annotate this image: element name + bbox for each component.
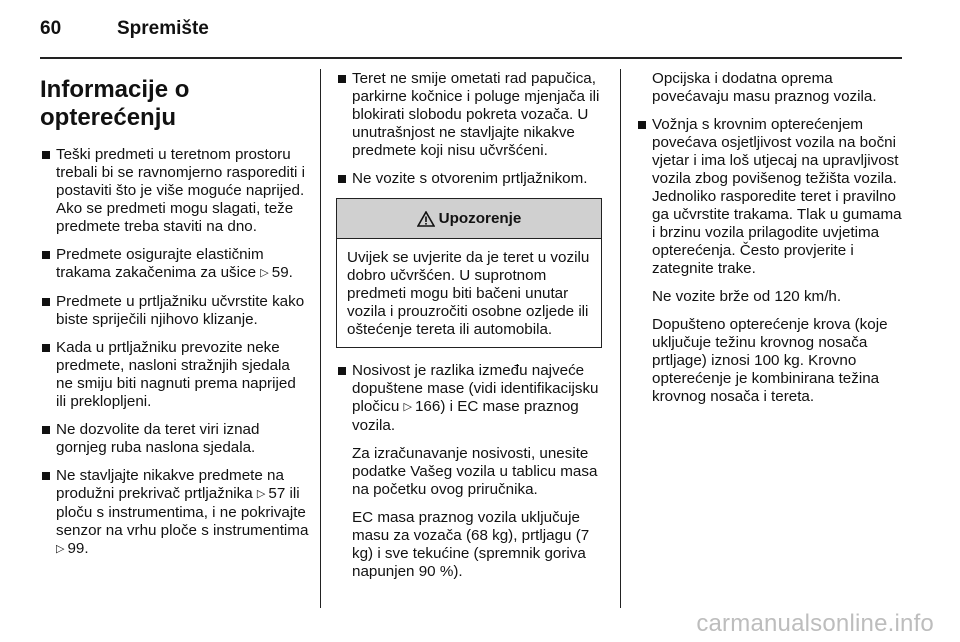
section-title: Informacije o opterećenju: [40, 76, 190, 131]
paragraph: Dopušteno opterećenje krova (koje uključuje težinu krovnog nosača prtljage) iznosi 100 kg. Krovno opterećenje je kombinirana težina krovnog nosača i tereta.: [652, 316, 888, 405]
page-number: 60: [40, 18, 62, 39]
page-reference[interactable]: 57: [268, 485, 286, 502]
page-reference-icon: ▷: [403, 401, 412, 413]
list-item: Predmete u prtljažniku učvrstite kako biste spriječili njihovo klizanje.: [40, 293, 310, 329]
paragraph: Opcijska i dodatna oprema povećavaju masu praznog vozila.: [652, 70, 877, 105]
list-item: Teret ne smije ometati rad papučica, parkirne kočnice i poluge mjenjača ili blokirati slobodu pokreta vozača. U unutrašnjost ne stavljajte nikakve predmete koji nisu učvršćeni.: [336, 70, 608, 160]
list-item: Teški predmeti u teretnom prostoru trebali bi se ravnomjerno rasporediti i postaviti što je više moguće naprijed. Ako se predmeti mogu slagati, teže predmete treba staviti na dno.: [40, 146, 310, 236]
header-rule: [40, 57, 902, 59]
list-item: Predmete osigurajte elastičnim trakama zakačenima za ušice ▷ 59.: [40, 246, 310, 283]
page-reference[interactable]: 59.: [271, 264, 293, 281]
page-reference-icon: ▷: [260, 267, 269, 279]
list-item: Ne vozite s otvorenim prtljažnikom.: [336, 170, 608, 188]
chapter-title: Spremište: [117, 18, 209, 39]
paragraph: Ne vozite brže od 120 km/h.: [652, 288, 842, 305]
column-3: [636, 70, 908, 416]
page-reference-icon: ▷: [56, 543, 65, 555]
column-divider-2: [620, 69, 621, 608]
warning-header: [337, 199, 601, 239]
list-item: Ne stavljajte nikakve predmete na produžni prekrivač prtljažnika ▷ 57 ili ploču s instrumentima, i ne pokrivajte senzor na vrhu ploče s instrumentima ▷ 99.: [40, 467, 310, 559]
page-reference-icon: ▷: [256, 488, 266, 500]
list-item: Kada u prtljažniku prevozite neke predmete, nasloni stražnjih sjedala ne smiju biti nagnuti prema naprijed ili preklopljeni.: [40, 339, 310, 411]
paragraph: Za izračunavanje nosivosti, unesite podatke Vašeg vozila u tablicu masa na početku ovog priručnika.: [352, 445, 598, 498]
warning-text: Uvijek se uvjerite da je teret u vozilu dobro učvršćen. U suprotnom predmeti mogu biti bačeni unutar vozila i prouzročiti osobne ozljede ili oštećenje tereta ili automobila.: [347, 249, 590, 338]
paragraph: EC masa praznog vozila uključuje masu za vozača (68 kg), prtljagu (7 kg) i sve tekućine (spremnik goriva napunjen 90 %).: [352, 509, 590, 580]
page-reference[interactable]: 166) i EC mase praznog vozila.: [352, 398, 579, 434]
column-divider-1: [320, 69, 321, 608]
warning-triangle-icon: [417, 211, 435, 227]
warning-title: Upozorenje: [438, 209, 522, 227]
column-2: [336, 70, 608, 591]
list-item: Vožnja s krovnim opterećenjem povećava osjetljivost vozila na bočni vjetar i ima loš utjecaj na upravljivost vozila zbog povišenog težišta vozila. Jednoliko rasporedite teret i pravilno ga učvrstite trakama. Tlak u gumama i brzinu vozila prilagodite uvjetima opterećenja. Često provjerite i zategnite trake.: [636, 116, 908, 278]
list-item: Nosivost je razlika između najveće dopuštene mase (vidi identifikacijsku pločicu ▷ 166) i EC mase praznog vozila.: [336, 362, 608, 435]
page-reference[interactable]: 99.: [67, 540, 89, 557]
column-1: [40, 70, 310, 569]
warning-box: [336, 198, 602, 348]
watermark: carmanualsonline.info: [696, 610, 934, 637]
list-item: Ne dozvolite da teret viri iznad gornjeg ruba naslona sjedala.: [40, 421, 310, 457]
